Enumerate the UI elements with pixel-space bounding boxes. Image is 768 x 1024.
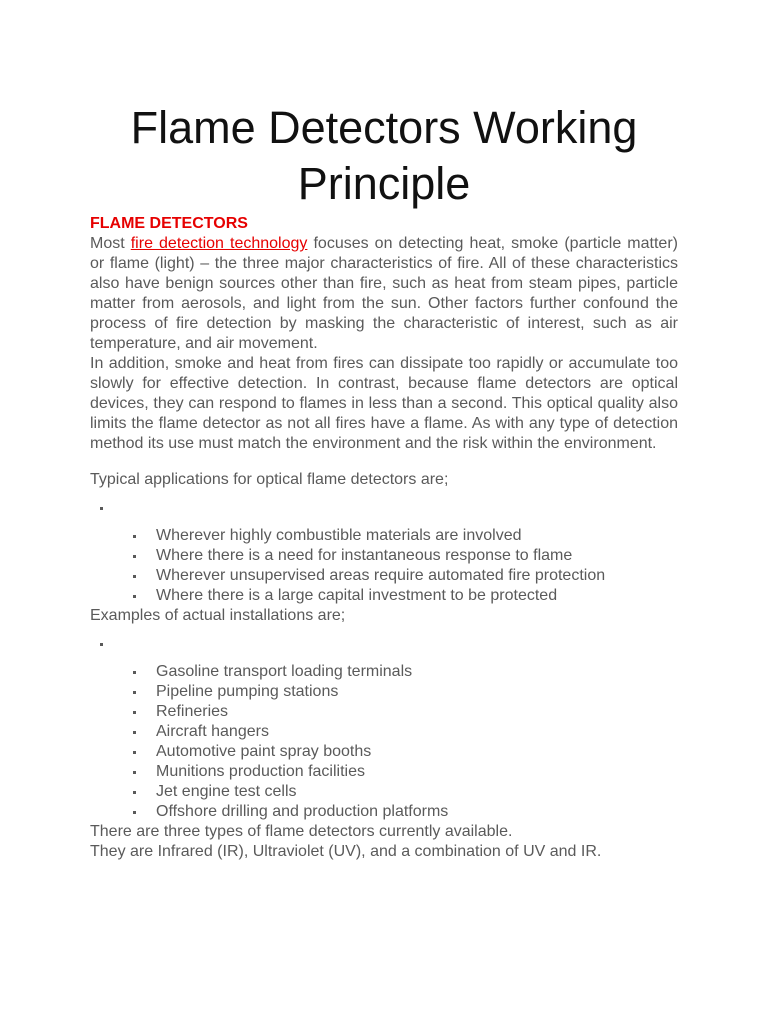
empty-bullet — [90, 626, 678, 662]
list-item — [90, 662, 678, 682]
square-bullet-icon — [133, 575, 136, 578]
intro-rest-text: focuses on detecting heat, smoke (particle matter) or flame (light) – the three major characteristics of fire. All of these characteristics also have benign sources other than fire, such as heat from steam pipes, particle matter from aerosols, and light from the sun. Other factors further confound the process of fire detection by masking the characteristic of interest, such as air temperature, and air movement. — [90, 235, 678, 352]
installations-list — [90, 662, 678, 822]
square-bullet-icon — [133, 555, 136, 558]
list-item — [90, 802, 678, 822]
list-item-text: Aircraft hangers — [156, 723, 269, 740]
square-bullet-icon — [133, 671, 136, 674]
square-bullet-icon — [133, 751, 136, 754]
intro-lead-text: Most — [90, 235, 125, 252]
square-bullet-icon — [133, 691, 136, 694]
page-title: Flame Detectors Working Principle — [130, 102, 638, 209]
square-bullet-icon — [100, 507, 103, 510]
list-item-text: Wherever unsupervised areas require automated fire protection — [156, 567, 606, 584]
square-bullet-icon — [100, 643, 103, 646]
square-bullet-icon — [133, 731, 136, 734]
document-body — [90, 214, 678, 862]
applications-intro: Typical applications for optical flame detectors are; — [90, 471, 449, 488]
fire-detection-technology-link[interactable]: fire detection technology — [130, 235, 308, 252]
list-item — [90, 546, 678, 566]
square-bullet-icon — [133, 771, 136, 774]
list-item — [90, 742, 678, 762]
square-bullet-icon — [133, 811, 136, 814]
types-sentence: There are three types of flame detectors currently available. — [90, 823, 513, 840]
list-item — [90, 586, 678, 606]
square-bullet-icon — [133, 711, 136, 714]
square-bullet-icon — [133, 535, 136, 538]
list-item-text: Automotive paint spray booths — [156, 743, 372, 760]
section-heading: FLAME DETECTORS — [90, 215, 248, 232]
intro-paragraph — [90, 234, 678, 354]
square-bullet-icon — [133, 595, 136, 598]
empty-bullet — [90, 490, 678, 526]
list-item — [90, 722, 678, 742]
list-item-text: Offshore drilling and production platforms — [156, 803, 449, 820]
second-paragraph: In addition, smoke and heat from fires can dissipate too rapidly or accumulate too slowly for effective detection. In contrast, because flame detectors are optical devices, they can respond to flames in less than a second. This optical quality also limits the flame detector as not all fires have a flame. As with any type of detection method its use must match the environment and the risk within the environment. — [90, 355, 678, 452]
list-item-text: Where there is a large capital investment to be protected — [156, 587, 558, 604]
square-bullet-icon — [133, 791, 136, 794]
list-item-text: Munitions production facilities — [156, 763, 365, 780]
types-list-sentence: They are Infrared (IR), Ultraviolet (UV), and a combination of UV and IR. — [90, 843, 602, 860]
list-item-text: Gasoline transport loading terminals — [156, 663, 413, 680]
applications-list — [90, 526, 678, 606]
list-item-text: Wherever highly combustible materials are involved — [156, 527, 522, 544]
list-item — [90, 566, 678, 586]
list-item-text: Where there is a need for instantaneous response to flame — [156, 547, 573, 564]
list-item — [90, 702, 678, 722]
list-item-text: Refineries — [156, 703, 229, 720]
list-item — [90, 762, 678, 782]
list-item-text: Pipeline pumping stations — [156, 683, 339, 700]
list-item — [90, 782, 678, 802]
list-item-text: Jet engine test cells — [156, 783, 297, 800]
installations-intro: Examples of actual installations are; — [90, 607, 346, 624]
list-item — [90, 526, 678, 546]
list-item — [90, 682, 678, 702]
